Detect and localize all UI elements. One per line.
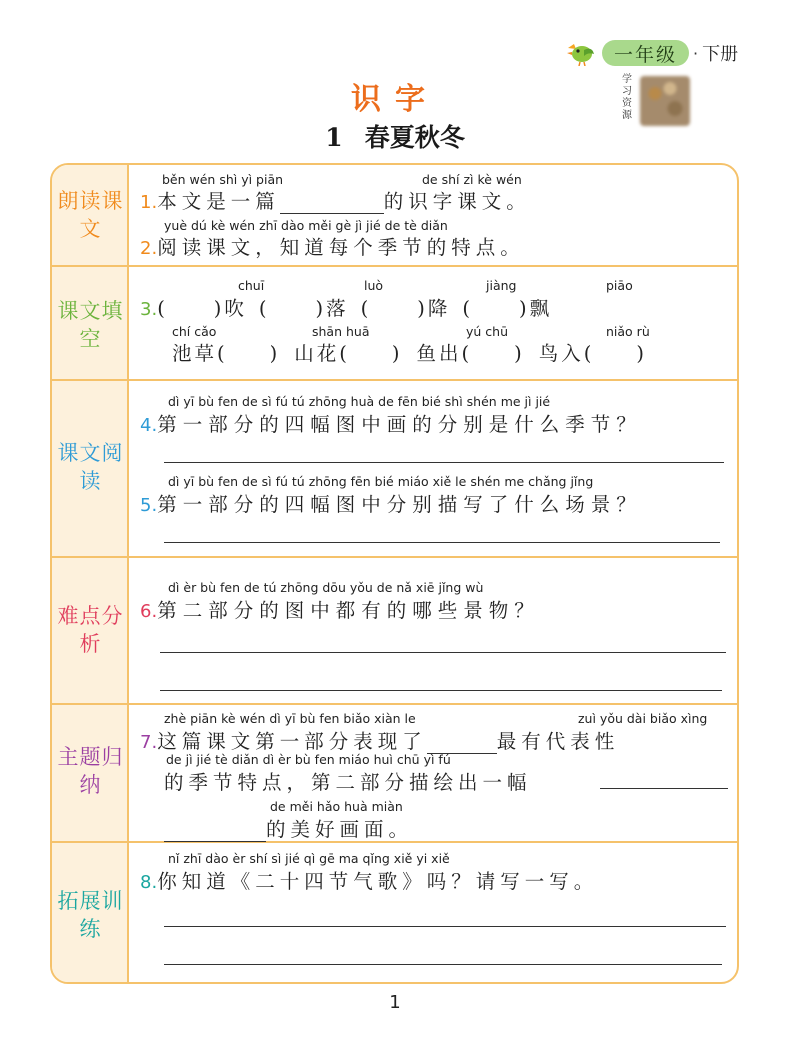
question-5: 5.第一部分的四幅图中分别描写了什么场景？ xyxy=(140,493,642,516)
question-number: 6. xyxy=(140,601,158,622)
section-label-read-aloud: 朗读课文 xyxy=(57,189,124,241)
section-sidebar xyxy=(52,165,129,982)
answer-line[interactable] xyxy=(160,652,726,653)
question-6: 6.第二部分的图中都有的哪些景物？ xyxy=(140,599,540,622)
pinyin-row: shān huā xyxy=(312,324,370,339)
question-number: 4. xyxy=(140,415,158,436)
question-number: 8. xyxy=(140,872,158,893)
pinyin-row: zhè piān kè wén dì yī bù fen biǎo xiàn le xyxy=(164,711,416,726)
answer-line[interactable] xyxy=(164,926,726,927)
qr-code-image[interactable] xyxy=(640,76,690,126)
question-number: 2. xyxy=(140,238,158,259)
question-3-row-1: 3.( )吹 ( )落 ( )降 ( )飘 xyxy=(140,297,553,320)
pinyin-row: de měi hǎo huà miàn xyxy=(270,799,403,814)
question-number: 3. xyxy=(140,299,158,320)
question-7-line-3: 的美好画面。 xyxy=(164,814,413,842)
pinyin-row: yú chū xyxy=(466,324,509,339)
lesson-name: 春夏秋冬 xyxy=(364,123,465,152)
book-volume: 下册 xyxy=(702,44,739,65)
question-number: 1. xyxy=(140,192,158,213)
section-label-extension: 拓展训练 xyxy=(57,889,124,941)
pinyin-row: luò xyxy=(364,278,384,293)
grade-label: 一年级 xyxy=(602,40,689,66)
pinyin-row: niǎo rù xyxy=(606,324,650,339)
question-4: 4.第一部分的四幅图中画的分别是什么季节？ xyxy=(140,413,642,436)
bird-icon xyxy=(566,40,596,66)
pinyin-row: jiàng xyxy=(486,278,517,293)
section-title: 识字 xyxy=(351,82,439,117)
lesson-number: 1 xyxy=(325,123,343,152)
answer-line[interactable] xyxy=(164,964,722,965)
question-number: 5. xyxy=(140,495,158,516)
section-label-summary: 主题归纳 xyxy=(57,745,124,797)
answer-blank[interactable] xyxy=(280,194,384,214)
question-2: 2.阅读课文，知道每个季节的特点。 xyxy=(140,236,525,259)
row-divider xyxy=(52,556,737,558)
pinyin-row: dì yī bù fen de sì fú tú zhōng fēn bié miáo xiě le shén me chǎng jǐng xyxy=(168,474,594,489)
answer-blank[interactable] xyxy=(427,734,497,754)
pinyin-row: dì yī bù fen de sì fú tú zhōng huà de fēn bié shì shén me jì jié xyxy=(168,394,551,409)
answer-line[interactable] xyxy=(164,542,720,543)
question-1: 1.本文是一篇 的识字课文。 xyxy=(140,190,531,213)
grade-separator: · xyxy=(693,43,699,63)
pinyin-row: piāo xyxy=(606,278,633,293)
section-label-reading: 课文阅读 xyxy=(57,441,124,493)
pinyin-row: yuè dú kè wén zhī dào měi gè jì jié de tè diǎn xyxy=(164,218,448,233)
pinyin-row: de jì jié tè diǎn dì èr bù fen miáo huì chū yì fú xyxy=(166,752,451,767)
pinyin-row: de shí zì kè wén xyxy=(422,172,522,187)
question-7-line-1: 7.这篇课文第一部分表现了 最有代表性 xyxy=(140,730,620,753)
section-label-fill-blank: 课文填空 xyxy=(57,299,124,351)
pinyin-row: zuì yǒu dài biǎo xìng xyxy=(578,711,708,726)
pinyin-row: nǐ zhī dào èr shí sì jié qì gē ma qǐng xiě yi xiě xyxy=(168,851,450,866)
answer-line[interactable] xyxy=(164,462,724,463)
row-divider xyxy=(52,265,737,267)
question-8: 8.你知道《二十四节气歌》吗？请写一写。 xyxy=(140,870,599,893)
grade-badge xyxy=(566,38,738,68)
pinyin-row: chuī xyxy=(238,278,265,293)
page-number: 1 xyxy=(389,992,401,1013)
pinyin-row: běn wén shì yì piān xyxy=(162,172,284,187)
row-divider xyxy=(52,379,737,381)
pinyin-row: chí cǎo xyxy=(172,324,217,339)
section-label-analysis: 难点分析 xyxy=(57,604,124,656)
pinyin-row: dì èr bù fen de tú zhōng dōu yǒu de nǎ xiē jǐng wù xyxy=(168,580,484,595)
row-divider xyxy=(52,703,737,705)
answer-line[interactable] xyxy=(160,690,722,691)
question-number: 7. xyxy=(140,732,158,753)
qr-label: 学习资源 xyxy=(622,74,632,121)
question-7-line-2: 的季节特点，第二部分描绘出一幅 xyxy=(164,771,532,794)
answer-blank[interactable] xyxy=(164,822,266,842)
answer-line[interactable] xyxy=(600,788,728,789)
question-3-row-2: 池草( ) 山花( ) 鱼出( ) 鸟入( ) xyxy=(172,342,647,365)
